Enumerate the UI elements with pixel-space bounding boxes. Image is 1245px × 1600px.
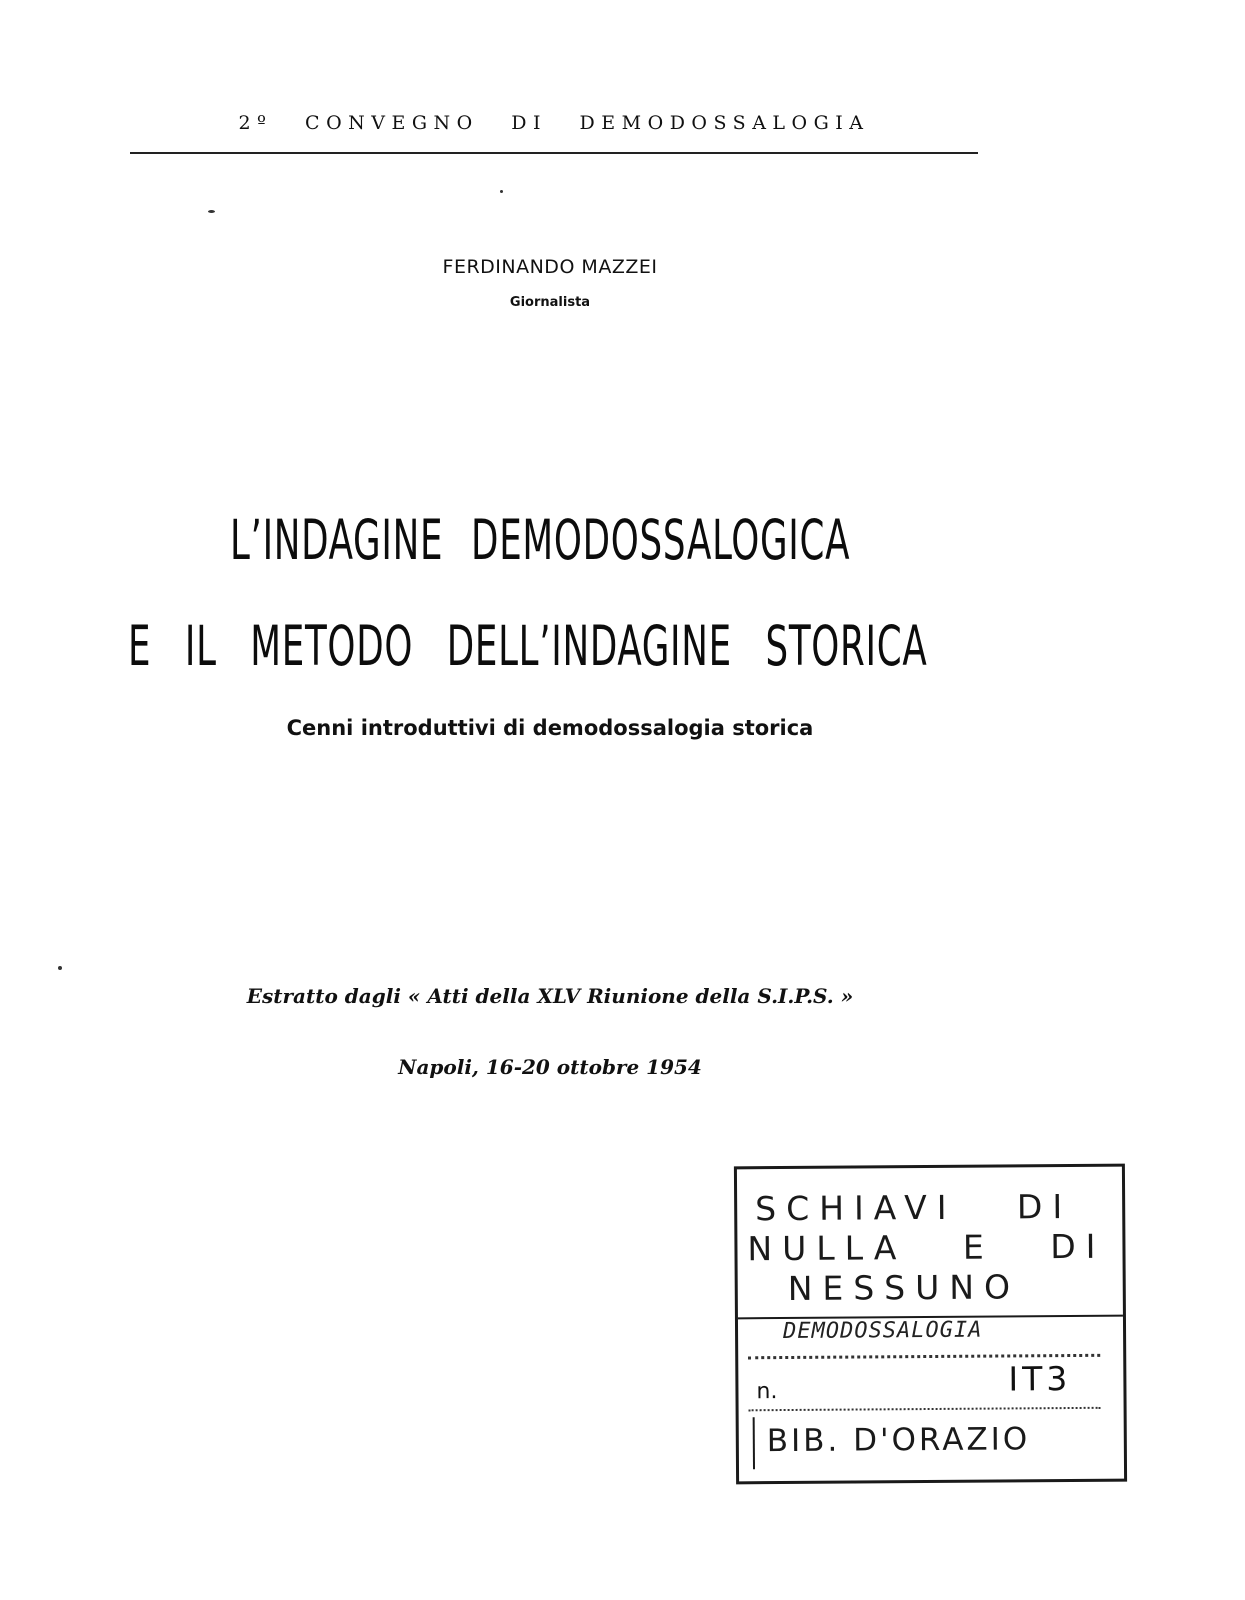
running-header: 2º CONVEGNO DI DEMODOSSALOGIA [238,112,870,134]
stamp-dotted-line [749,1407,1101,1411]
author-name: FERDINANDO MAZZEI [442,256,658,278]
header-rule [130,152,978,154]
title-line-2: E IL METODO DELL’INDAGINE STORICA [128,614,928,678]
scan-speck [208,210,215,213]
title-line-1: L’INDAGINE DEMODOSSALOGICA [230,508,851,572]
scan-speck [500,190,503,193]
subtitle: Cenni introduttivi di demodossalogia storica [286,716,814,740]
stamp-library-name: BIB. D'ORAZIO [766,1421,1031,1460]
stamp-line-2: NULLA E DI [747,1226,1106,1269]
scan-speck [58,966,62,970]
stamp-number-label: n. [756,1379,778,1405]
author-role: Giornalista [509,295,591,310]
extract-line: Estratto dagli « Atti della XLV Riunione della S.I.P.S. » [246,984,854,1008]
library-stamp [734,1164,1127,1485]
place-date: Napoli, 16-20 ottobre 1954 [398,1055,702,1079]
stamp-number: IT3 [1008,1359,1072,1399]
stamp-line-3: NESSUNO [787,1267,1021,1308]
stamp-subject: DEMODOSSALOGIA [782,1317,983,1345]
stamp-line-1: SCHIAVI DI [755,1187,1073,1229]
